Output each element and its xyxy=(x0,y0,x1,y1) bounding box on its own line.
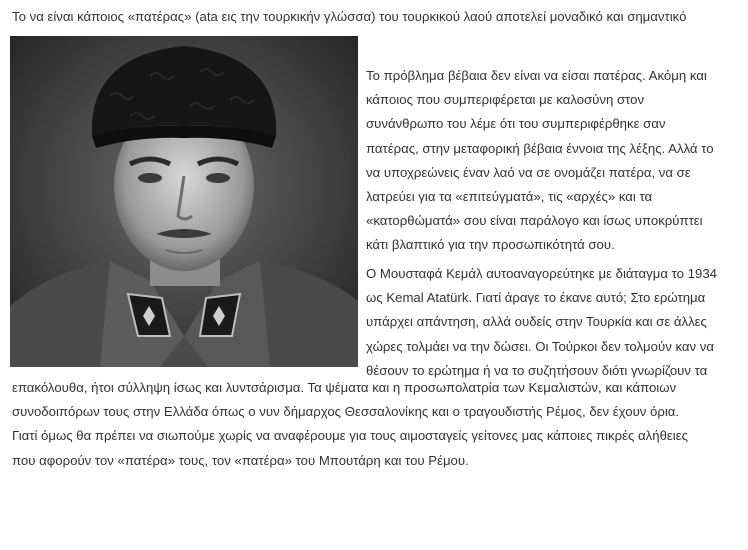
portrait-image xyxy=(10,36,358,367)
intro-text: Το να είναι κάποιος «πατέρας» (ata εις την τουρκικήν γλώσσα) του τουρκικού λαού αποτελεί μοναδικό και σημαντικό xyxy=(12,9,687,24)
paragraph-line: που αφορούν τον «πατέρα» τους, τον «πατέρα» του Μπουτάρη και του Ρέμου. xyxy=(12,452,469,468)
portrait-photo xyxy=(10,36,358,367)
paragraph-line: κάτι βλαπτικό για την προσωπικότητά σου. xyxy=(366,237,615,253)
paragraph-line: θέσουν το ερώτημα ή να το συζητήσουν διότι γνωρίζουν τα xyxy=(366,362,708,378)
paragraph-line: πατέρας, στην μεταφορική βέβαια έννοια της λέξης. Αλλά το xyxy=(366,140,714,156)
paragraph-line: Γιατί όμως θα πρέπει να σιωπούμε χωρίς να αναφέρουμε για τους αιμοσταγείς γείτονες μας κάποιες πικρές αλήθειες xyxy=(12,428,688,444)
paragraph-line: συνοδοιπόρων τους στην Ελλάδα όπως ο νυν δήμαρχος Θεσσαλονίκης και ο τραγουδιστής Ρέμος, δεν έχουν όρια. xyxy=(12,404,680,420)
paragraph-line: Το πρόβλημα βέβαια δεν είναι να είσαι πατέρας. Ακόμη και xyxy=(366,68,707,83)
paragraph-line: ως Kemal Atatürk. Γιατί άραγε το έκανε αυτό; Στο ερώτημα xyxy=(366,290,706,306)
paragraph-line: Ο Μουσταφά Κεμάλ αυτοαναγορεύτηκε με διάταγμα το 1934 xyxy=(366,266,717,281)
paragraph-line: υπάρχει απάντηση, αλλά ουδείς στην Τουρκία και σε άλλες xyxy=(366,314,707,330)
paragraph-line: κάποιος που συμπεριφέρεται με καλοσύνη στον xyxy=(366,92,645,108)
paragraph-line: συνάνθρωπο του λέμε ότι του συμπεριφέρθηκε σαν xyxy=(366,116,666,132)
paragraph-line: «κατορθώματά» σου είναι παράλογο και ίσως υποκρύπτει xyxy=(366,213,703,229)
paragraph-line: επακόλουθα, ήτοι σύλληψη ίσως και λυντσάρισμα. Τα ψέματα και η προσωπολατρία των Κεμαλιστών, και κάποιων xyxy=(12,380,677,395)
paragraph-2-continued xyxy=(12,376,738,473)
paragraph-line: να υποχρεώνεις έναν λαό να σε ονομάζει πατέρα, να σε xyxy=(366,164,691,180)
paragraph-line: χώρες τολμάει να την δώσει. Οι Τούρκοι δεν τολμούν καν να xyxy=(366,338,714,354)
paragraph-line: λατρεύει για τα «επιτεύγματά», τις «αρχές» και τα xyxy=(366,189,653,205)
paragraph-2 xyxy=(366,262,736,383)
paragraph-1 xyxy=(366,64,736,258)
